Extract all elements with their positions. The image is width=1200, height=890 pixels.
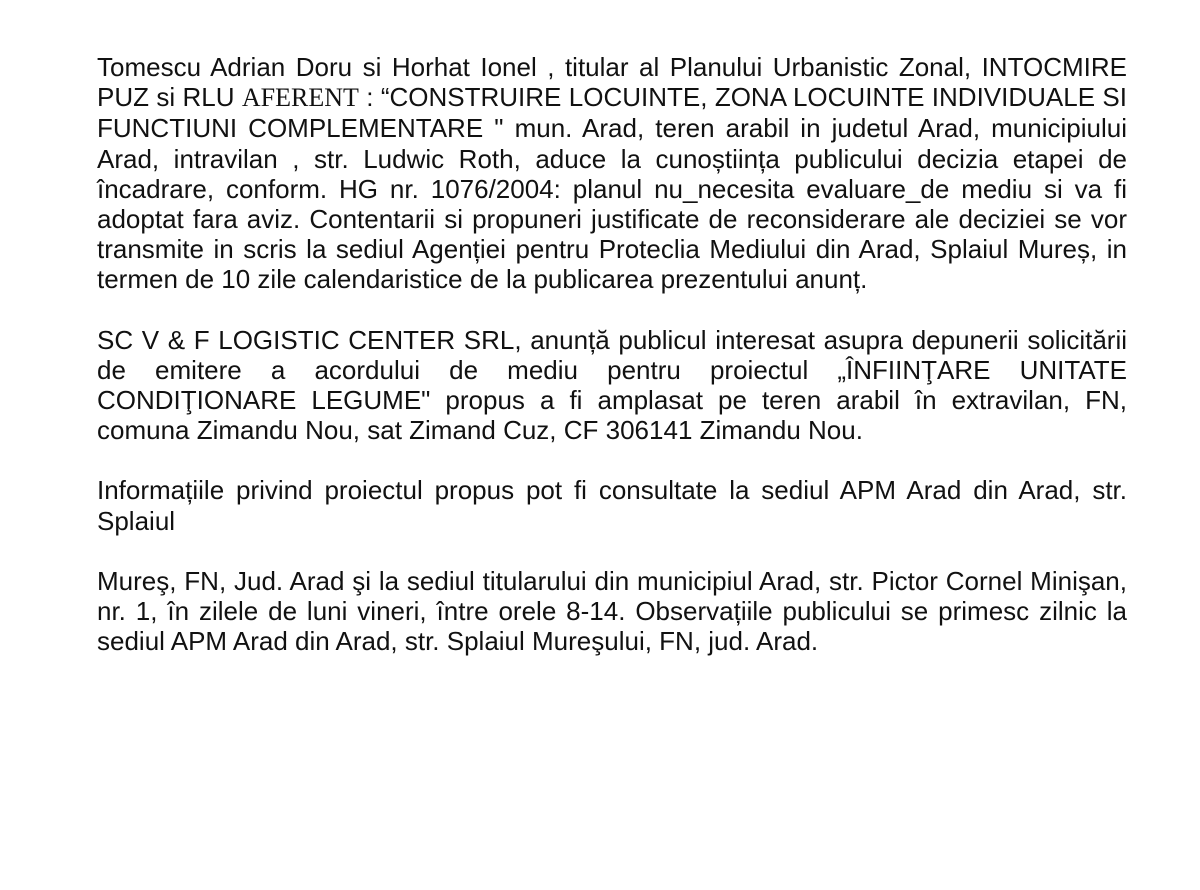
announcement-puz: [97, 52, 1127, 295]
announcement-puz-text-rest: : “CONSTRUIRE LOCUINTE, ZONA LOCUINTE INDIVIDUALE SI FUNCTIUNI COMPLEMENTARE " mun. Arad, teren arabil in judetul Arad, municipiului Arad, intravilan , str. Ludwic Roth, aduce la cunoștiința publicului decizia etapei de încadrare, conform. HG nr. 1076/2004: planul nu_necesita evaluare_de mediu si va fi adoptat fara aviz. Contentarii si propuneri justificate de reconsiderare ale deciziei se vor transmite in scris la sediul Agenției pentru Proteclia Mediului din Arad, Splaiul Mureș, in termen de 10 zile calendaristice de la publicarea prezentului anunț.: [97, 82, 1127, 295]
announcement-puz-serif-word: AFERENT: [241, 83, 359, 113]
announcement-info: Informațiile privind proiectul propus pot fi consultate la sediul APM Arad din Arad, str. Splaiul: [97, 475, 1127, 536]
announcement-observatii: Mureş, FN, Jud. Arad şi la sediul titularului din municipiul Arad, str. Pictor Cornel Minişan, nr. 1, în zilele de luni vineri, între orele 8-14. Observațiile publicului se primesc zilnic la sediul APM Arad din Arad, str. Splaiul Mureşului, FN, jud. Arad.: [97, 565, 1127, 657]
document-page: [97, 52, 1127, 686]
announcement-vf-logistic: SC V & F LOGISTIC CENTER SRL, anunță publicul interesat asupra depunerii solicitării de emitere a acordului de mediu pentru proiectul „ÎNFIINŢARE UNITATE CONDIŢIONARE LEGUME" propus a fi amplasat pe teren arabil în extravilan, FN, comuna Zimandu Nou, sat Zimand Cuz, CF 306141 Zimandu Nou.: [97, 324, 1127, 446]
announcement-puz-text-start: Tomescu Adrian Doru si Horhat Ionel , titular al Planului Urbanistic Zonal, INTOCMIRE PUZ si RLU: [97, 52, 1127, 113]
